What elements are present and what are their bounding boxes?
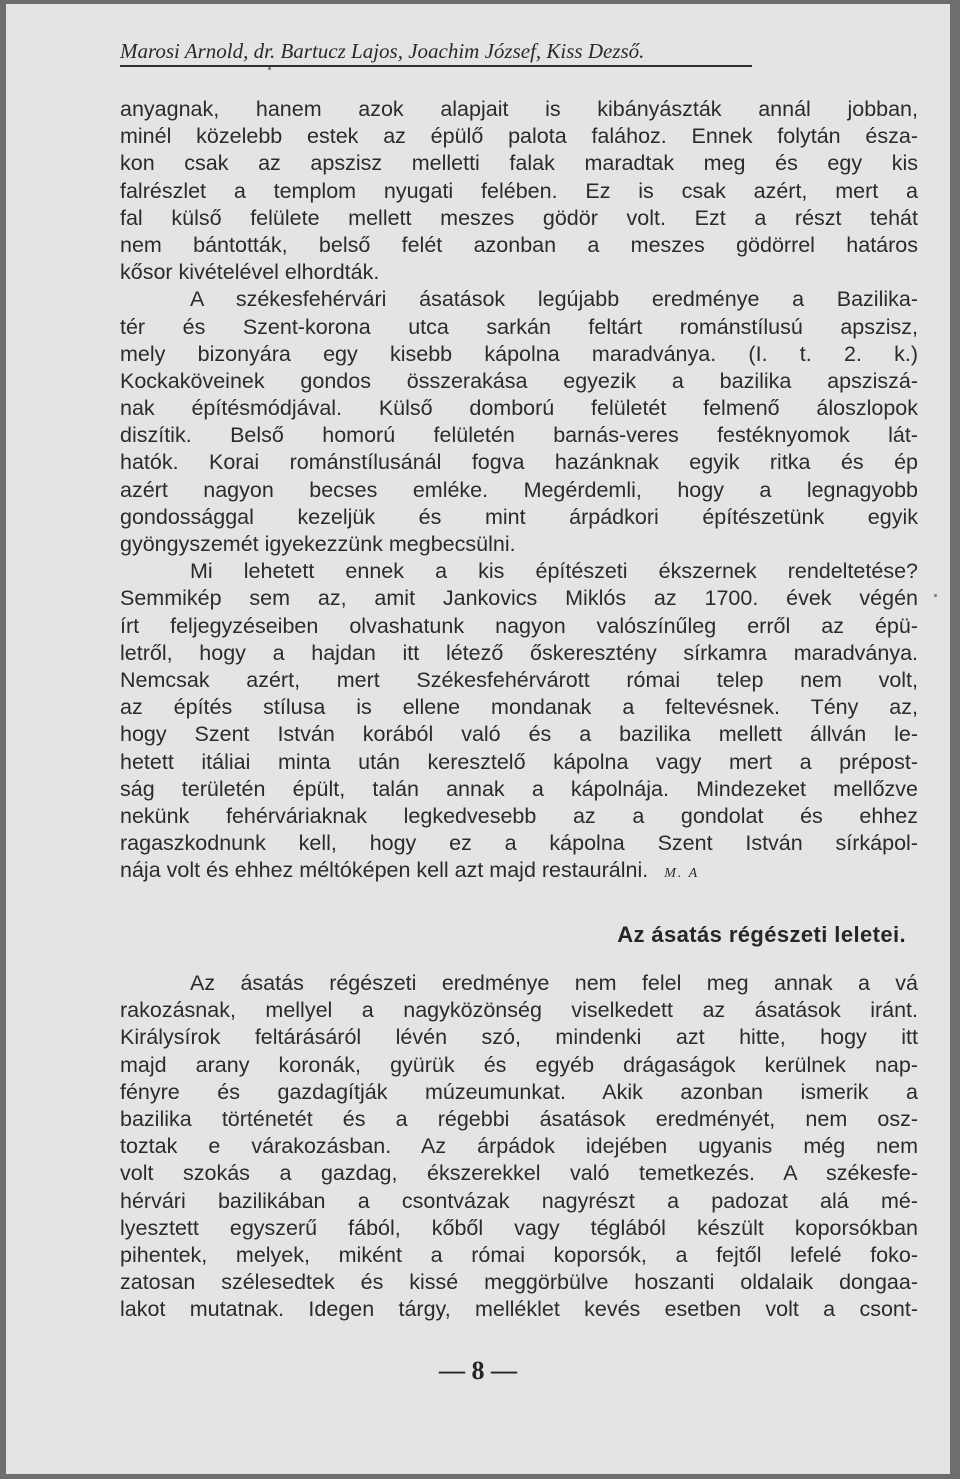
document-page <box>6 4 950 1474</box>
line-text: hérvári bazilikában a csontvázak nagyrészt a padozat alá mé- <box>120 1188 918 1213</box>
paragraph-1 <box>120 96 918 884</box>
text-line <box>120 232 918 259</box>
text-line <box>120 694 918 721</box>
text-line <box>120 1079 918 1106</box>
text-line <box>120 1024 918 1051</box>
line-text: ragaszkodnunk kell, hogy ez a kápolna Szent István sírkápol- <box>120 831 918 856</box>
line-text: gondossággal kezeljük és mint árpádkori építészetünk egyik <box>120 504 918 529</box>
text-line <box>120 558 918 585</box>
text-line <box>120 1296 918 1323</box>
section-heading: Az ásatás régészeti leletei. <box>617 922 906 947</box>
text-line <box>120 1133 918 1160</box>
text-line <box>120 395 918 422</box>
line-text: hogy Szent István korából való és a bazilika mellett állván le- <box>120 722 918 747</box>
line-text: nája volt és ehhez méltóképen kell azt majd restaurálni. <box>120 858 649 883</box>
text-line <box>120 422 918 449</box>
text-line <box>120 970 918 997</box>
line-text: Mi lehetett ennek a kis építészeti ékszernek rendeltetése? <box>190 559 918 584</box>
line-text: gyöngyszemét igyekezzünk megbecsülni. <box>120 532 516 556</box>
text-line <box>120 314 918 341</box>
line-text: fal külső felülete mellett meszes gödör volt. Ezt a részt tehát <box>120 205 918 230</box>
line-text: anyagnak, hanem azok alapjait is kibányászták annál jobban, <box>120 97 918 121</box>
line-text: írt feljegyzéseiben olvashatunk nagyon valószínűleg erről az épü- <box>120 613 918 638</box>
text-line <box>120 150 918 177</box>
text-line <box>120 1242 918 1269</box>
line-text: kon csak az apszisz melletti falak maradtak meg és egy kis <box>120 151 918 176</box>
text-line <box>120 341 918 368</box>
scan-speck <box>268 67 271 70</box>
line-text: hatók. Korai románstílusánál fogva hazánknak egyik ritka és ép <box>120 450 918 475</box>
scan-speck <box>934 594 937 597</box>
line-text: lakot mutatnak. Idegen tárgy, melléklet kevés esetben volt a csont- <box>120 1297 918 1322</box>
line-text: tér és Szent-korona utca sarkán feltárt románstílusú apszisz, <box>120 314 918 339</box>
line-text: kősor kivételével elhordták. <box>120 260 380 285</box>
line-text: hetett itáliai minta után keresztelő kápolna vagy mert a prépost- <box>120 749 918 774</box>
line-text: Az ásatás régészeti eredménye nem felel meg annak a vá <box>190 971 918 995</box>
line-text: letről, hogy a hajdan itt létező őskeresztény sírkamra maradványa. <box>120 640 918 665</box>
text-line <box>120 368 918 395</box>
line-text: toztak e várakozásban. Az árpádok idejében ugyanis még nem <box>120 1134 918 1159</box>
page-number: — 8 — <box>439 1356 517 1385</box>
text-line <box>120 477 918 504</box>
text-line <box>120 123 918 150</box>
text-line <box>120 997 918 1024</box>
text-line <box>120 585 918 612</box>
text-line <box>120 504 918 531</box>
line-text: nem bántották, belső felét azonban a meszes gödörrel határos <box>120 232 918 257</box>
text-line <box>120 449 918 476</box>
line-text: pihentek, melyek, miként a római koporsók, a fejtől lefelé foko- <box>120 1242 918 1267</box>
text-line <box>120 857 918 884</box>
line-text: Kockaköveinek gondos összerakása egyezik a bazilika apsziszá- <box>120 368 918 393</box>
text-line <box>120 1215 918 1242</box>
author-signature: M. A <box>664 866 700 882</box>
line-text: bazilika történetét és a régebbi ásatások eredményét, nem osz- <box>120 1106 918 1131</box>
line-text: az építés stílusa is ellene mondanak a feltevésnek. Tény az, <box>120 695 918 720</box>
line-text: Semmikép sem az, amit Jankovics Miklós az 1700. évek végén <box>120 586 918 611</box>
line-text: nekünk fehérváriaknak legkedvesebb az a gondolat és ehhez <box>120 803 918 828</box>
text-line <box>120 776 918 803</box>
text-line <box>120 1188 918 1215</box>
text-line <box>120 1106 918 1133</box>
line-text: majd arany koronák, gyürük és egyéb drágaságok kerülnek nap- <box>120 1052 918 1077</box>
text-line <box>120 830 918 857</box>
line-text: A székesfehérvári ásatások legújabb eredménye a Bazilika- <box>190 287 918 312</box>
text-line <box>120 96 918 123</box>
text-line <box>120 205 918 232</box>
line-text: Nemcsak azért, mert Székesfehérvárott római telep nem volt, <box>120 667 918 692</box>
text-line <box>120 531 918 558</box>
line-text: ság területén épült, talán annak a kápolnája. Mindezeket mellőzve <box>120 776 918 801</box>
line-text: minél közelebb estek az épülő palota falához. Ennek folytán észa- <box>120 124 918 149</box>
line-text: lyesztett egyszerű fából, kőből vagy téglából készült koporsókban <box>120 1215 918 1240</box>
text-line <box>120 640 918 667</box>
text-line <box>120 721 918 748</box>
text-line <box>120 178 918 205</box>
text-line <box>120 1052 918 1079</box>
text-line <box>120 1269 918 1296</box>
text-line <box>120 803 918 830</box>
text-line <box>120 667 918 694</box>
paragraph-2 <box>120 970 918 1323</box>
line-text: azért nagyon becses emléke. Megérdemli, hogy a legnagyobb <box>120 477 918 502</box>
line-text: rakozásnak, mellyel a nagyközönség viselkedett az ásatások iránt. <box>120 998 918 1023</box>
line-text: fényre és gazdagítják múzeumunkat. Akik azonban ismerik a <box>120 1079 918 1104</box>
line-text: volt szokás a gazdag, ékszerekkel való temetkezés. A székesfe- <box>120 1161 918 1186</box>
line-text: nak építésmódjával. Külső domború felületét felmenő áloszlopok <box>120 396 918 421</box>
line-text: mely bizonyára egy kisebb kápolna maradványa. (I. t. 2. k.) <box>120 341 918 366</box>
line-text: zatosan szélesedtek és kissé meggörbülve hoszanti oldalaik dongaa- <box>120 1270 918 1295</box>
text-line <box>120 1160 918 1187</box>
line-text: diszítik. Belső homorú felületén barnás-veres festéknyomok lát- <box>120 423 918 448</box>
text-line <box>120 259 918 286</box>
text-line <box>120 749 918 776</box>
text-line <box>120 286 918 313</box>
line-text: Királysírok feltárásáról lévén szó, mindenki azt hitte, hogy itt <box>120 1025 918 1050</box>
text-line <box>120 613 918 640</box>
line-text: falrészlet a templom nyugati felében. Ez is csak azért, mert a <box>120 178 918 203</box>
running-head: Marosi Arnold, dr. Bartucz Lajos, Joachim József, Kiss Dezső. <box>120 38 752 67</box>
